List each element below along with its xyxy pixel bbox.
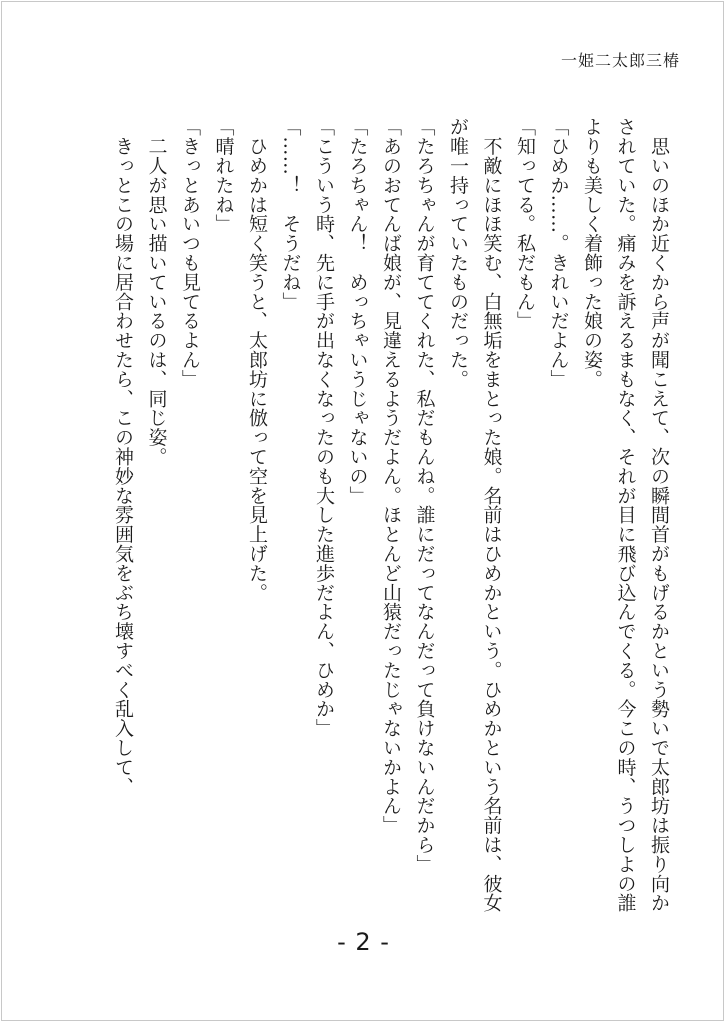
body-text-column	[75, 117, 675, 913]
running-header-title: 一姫二太郎三椿	[560, 51, 680, 70]
paragraph: 不敵にほほ笑む、白無垢をまとった娘。名前はひめかという。ひめかという名前は、彼女が唯一持っていたものだった。	[447, 117, 503, 913]
page-number: - 2 -	[337, 928, 390, 956]
paragraph: 思いのほか近くから声が聞こえて、次の瞬間首がもげるかという勢いで太郎坊は振り向かされていた。痛みを訴えるまもなく、それが目に飛び込んでくる。今この時、うつしよの誰よりも美しく着飾った娘の姿。	[581, 117, 670, 913]
dialogue-line: 「知ってる。私だもん」	[514, 117, 536, 331]
dialogue-line: 「晴れたね」	[212, 117, 235, 234]
dialogue-line: 「あのおてんば娘が、見違えるようだよん。ほとんど山猿だったじゃないかよん」	[380, 117, 402, 835]
paragraph: きっとこの場に居合わせたら、この神妙な雰囲気をぶち壊すべく乱入して、	[112, 117, 134, 796]
dialogue-line: 「……！ そうだね」	[279, 117, 302, 311]
dialogue-line: 「たろちゃんが育ててくれた、私だもんね。誰にだってなんだって負けないんだから」	[413, 117, 436, 874]
dialogue-line: 「きっとあいつも見てるよん」	[179, 117, 201, 389]
paragraph: ひめかは短く笑うと、太郎坊に倣って空を見上げた。	[246, 117, 268, 602]
dialogue-line: 「ひめか……。きれいだよん」	[547, 117, 570, 389]
dialogue-line: 「たろちゃん！ めっちゃいうじゃないの」	[346, 117, 369, 505]
dialogue-line: 「こういう時、先に手が出なくなったのも大した進歩だよん、ひめか」	[313, 117, 335, 738]
paragraph: 二人が思い描いているのは、同じ姿。	[145, 117, 168, 467]
